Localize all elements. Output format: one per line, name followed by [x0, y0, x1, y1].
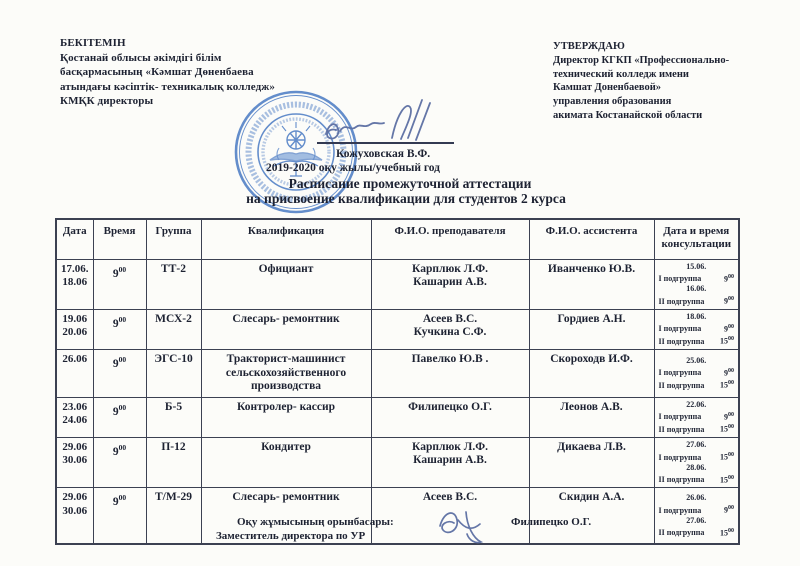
- cell-date: 19.06 20.06: [56, 309, 93, 349]
- cell-date: 29.06 30.06: [56, 437, 93, 487]
- cell-assistant: Дикаева Л.В.: [529, 437, 654, 487]
- director-name: Кожуховская В.Ф.: [336, 148, 431, 160]
- consultation-subgroup-time: II подгруппа $15^{00}$: [658, 336, 734, 347]
- consultation-subgroup-time: I подгруппа $9^{00}$: [658, 273, 734, 284]
- cell-qualification: Контролер- кассир: [201, 397, 371, 437]
- column-header: Квалификация: [201, 219, 371, 259]
- approval-right-line: УТВЕРЖДАЮ: [553, 41, 625, 52]
- cell-qualification: Официант: [201, 259, 371, 309]
- cell-time: $9^{00}$: [93, 259, 146, 309]
- signature-line: [317, 142, 454, 144]
- cell-group: МСХ-2: [146, 309, 201, 349]
- approval-block-russian: [553, 40, 783, 123]
- cell-group: ЭГС-10: [146, 350, 201, 398]
- cell-teacher: Карплюк Л.Ф. Кашарин А.В.: [371, 437, 529, 487]
- table-row: [56, 309, 739, 349]
- cell-assistant: Скидин А.А.: [529, 488, 654, 544]
- consultation-subgroup-time: II подгруппа $15^{00}$: [658, 527, 734, 538]
- approval-right-line: Директор КГКП «Профессионально-: [553, 54, 730, 66]
- cell-time: $9^{00}$: [93, 488, 146, 544]
- approval-right-line: акимата Костанайской области: [553, 109, 703, 121]
- consultation-subgroup-time: I подгруппа $9^{00}$: [658, 411, 734, 422]
- column-header: Ф.И.О. преподавателя: [371, 219, 529, 259]
- consultation-subgroup-time: II подгруппа $9^{00}$: [658, 296, 734, 306]
- schedule-header: [56, 219, 739, 259]
- table-row: [56, 437, 739, 487]
- cell-consultation: [654, 488, 739, 544]
- consultation-date: 22.06.: [686, 399, 707, 409]
- cell-qualification: Кондитер: [201, 437, 371, 487]
- schedule-body: [56, 259, 739, 544]
- consultation-subgroup-time: I подгруппа $9^{00}$: [658, 323, 734, 334]
- cell-consultation: [654, 350, 739, 398]
- consultation-date: 18.06.: [686, 311, 707, 321]
- consultation-date: 15.06.: [686, 261, 707, 271]
- cell-qualification: Слесарь- ремонтник: [201, 488, 371, 544]
- schedule-table: [55, 218, 740, 545]
- cell-consultation: [654, 397, 739, 437]
- consultation-date: 26.06.: [686, 492, 707, 502]
- cell-time: $9^{00}$: [93, 437, 146, 487]
- cell-teacher: Павелко Ю.В .: [371, 350, 529, 398]
- cell-date: 17.06. 18.06: [56, 259, 93, 309]
- column-header: Группа: [146, 219, 201, 259]
- cell-group: ТТ-2: [146, 259, 201, 309]
- cell-date: 23.06 24.06: [56, 397, 93, 437]
- cell-assistant: Скороходв И.Ф.: [529, 350, 654, 398]
- cell-teacher: Асеев В.С. Кучкина С.Ф.: [371, 309, 529, 349]
- approval-left-line: Қостанай облысы әкімдігі білім: [60, 51, 222, 64]
- table-row: [56, 397, 739, 437]
- scanner-edge-artifact: [0, 0, 800, 5]
- cell-date: 26.06: [56, 350, 93, 398]
- footer-role-kazakh: Оқу жұмысының орынбасары:: [237, 516, 394, 528]
- header-row: [56, 219, 739, 259]
- column-header: Время: [93, 219, 146, 259]
- cell-consultation: [654, 259, 739, 309]
- footer-role-russian: Заместитель директора по УР: [216, 530, 366, 542]
- cell-teacher: Карплюк Л.Ф. Кашарин А.В.: [371, 259, 529, 309]
- academic-year: 2019-2020 оқу жылы/учебный год: [265, 162, 441, 174]
- cell-qualification: Тракторист-машинист сельскохозяйственного производства: [201, 350, 371, 398]
- consultation-subgroup-time: I подгруппа $15^{00}$: [658, 451, 734, 462]
- cell-assistant: Гордиев А.Н.: [529, 309, 654, 349]
- consultation-subgroup-time: II подгруппа $15^{00}$: [658, 380, 734, 391]
- consultation-subgroup-time: I подгруппа $9^{00}$: [658, 504, 734, 515]
- cell-time: $9^{00}$: [93, 309, 146, 349]
- deputy-signature: [428, 500, 500, 556]
- document-title-line1: Расписание промежуточной аттестации: [288, 176, 532, 191]
- table-row: [56, 259, 739, 309]
- consultation-date: 25.06.: [686, 355, 707, 365]
- cell-teacher: Асеев В.С.: [371, 488, 529, 544]
- consultation-date: 27.06.: [686, 515, 707, 525]
- cell-date: 29.06 30.06: [56, 488, 93, 544]
- cell-group: Б-5: [146, 397, 201, 437]
- approval-left-line: КМҚК директоры: [60, 95, 154, 107]
- consultation-date: 16.06.: [686, 284, 707, 294]
- column-header: Дата: [56, 219, 93, 259]
- approval-right-line: управления образования: [553, 96, 672, 108]
- approval-left-line: басқармасының «Кәмшат Дөненбаева: [60, 66, 254, 78]
- table-row: [56, 488, 739, 544]
- consultation-subgroup-time: II подгруппа $15^{00}$: [658, 424, 734, 434]
- cell-group: П-12: [146, 437, 201, 487]
- cell-assistant: Леонов А.В.: [529, 397, 654, 437]
- approval-left-line: БЕКІТЕМІН: [60, 37, 126, 49]
- cell-qualification: Слесарь- ремонтник: [201, 309, 371, 349]
- cell-group: Т/М-29: [146, 488, 201, 544]
- cell-consultation: [654, 309, 739, 349]
- approval-right-line: технический колледж имени: [553, 68, 689, 80]
- footer-approver-name: Филипецко О.Г.: [511, 516, 592, 528]
- consultation-date: 27.06.: [686, 439, 707, 449]
- cell-time: $9^{00}$: [93, 350, 146, 398]
- consultation-subgroup-time: II подгруппа $15^{00}$: [658, 474, 734, 485]
- document-title-line2: на присвоение квалификации для студентов 2 курса: [246, 191, 566, 206]
- cell-consultation: [654, 437, 739, 487]
- table-row: [56, 350, 739, 398]
- cell-teacher: Филипецко О.Г.: [371, 397, 529, 437]
- column-header: Дата и время консультации: [654, 219, 739, 259]
- cell-assistant: Иванченко Ю.В.: [529, 259, 654, 309]
- column-header: Ф.И.О. ассистента: [529, 219, 654, 259]
- consultation-subgroup-time: I подгруппа $9^{00}$: [658, 367, 734, 378]
- director-signature: [300, 94, 470, 146]
- cell-time: $9^{00}$: [93, 397, 146, 437]
- approval-left-line: атындағы кәсіптік- техникалық колледж»: [60, 80, 275, 93]
- consultation-date: 28.06.: [686, 462, 707, 472]
- approval-right-line: Камшат Доненбаевой»: [553, 82, 662, 94]
